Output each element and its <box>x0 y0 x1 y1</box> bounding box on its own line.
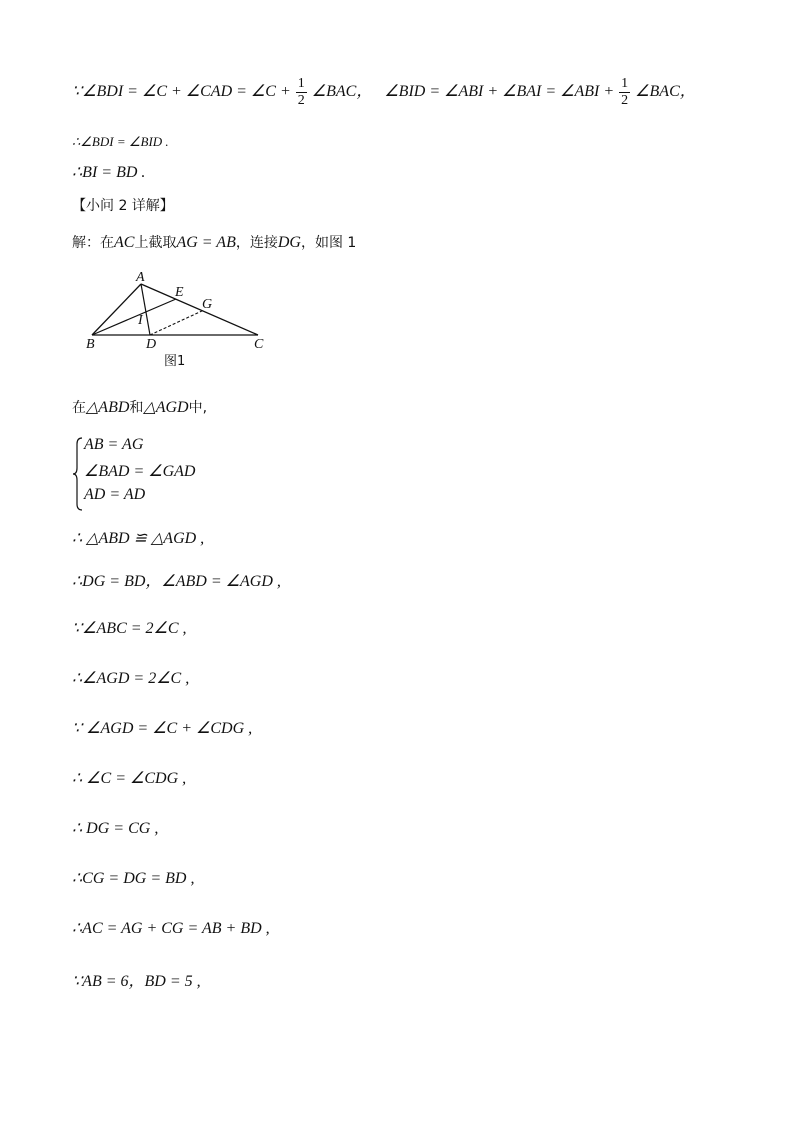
label-b: B <box>86 337 95 352</box>
line-agd-sum: ∵ ∠AGD = ∠C + ∠CDG , <box>72 720 253 737</box>
label-e: E <box>175 285 184 300</box>
line-construction: 解：在AC上截取AG = AB，连接DG，如图 1 <box>72 234 357 251</box>
line-dg-eq-cg: ∴ DG = CG , <box>72 820 159 837</box>
line-congruent: ∴ △ABD ≌ △AGD , <box>72 530 205 547</box>
expr-bdi: ∵∠BDI = ∠C + ∠CAD = ∠C + <box>72 83 291 101</box>
line-dg-eq-bd: ∴DG = BD，∠ABD = ∠AGD , <box>72 573 281 590</box>
label-d: D <box>146 337 157 352</box>
expr-bac-2: ∠BAC， <box>635 83 696 101</box>
fraction-half-2: $\frac{1}{2}$ <box>621 76 629 108</box>
label-c: C <box>254 337 264 352</box>
line-ac-sum: ∴AC = AG + CG = AB + BD , <box>72 920 270 937</box>
expr-bid: ∠BID = ∠ABI + ∠BAI = ∠ABI + <box>384 83 615 101</box>
line-given-values: ∵AB = 6，BD = 5 , <box>72 973 201 990</box>
line-angle-bdi-bid <box>72 76 696 109</box>
figure-caption: 图1 <box>164 354 186 369</box>
line-in-triangles: 在△ABD和△AGD中, <box>72 399 208 416</box>
segment-ac <box>141 284 258 335</box>
label-a: A <box>136 270 145 285</box>
line-agd-2c: ∴∠AGD = 2∠C , <box>72 670 190 687</box>
system-row-1: AB = AG <box>84 436 144 453</box>
line-abc-2c: ∵∠ABC = 2∠C , <box>72 620 187 637</box>
expr-bac: ∠BAC， <box>311 83 373 101</box>
line-cg-dg-bd: ∴CG = DG = BD , <box>72 870 195 887</box>
fraction-half: $\frac{1}{2}$ <box>297 76 305 108</box>
segment-dg-dashed <box>150 310 204 335</box>
section-heading: 【小问 2 详解】 <box>72 198 174 214</box>
segment-be <box>92 299 176 335</box>
line-c-eq-cdg: ∴ ∠C = ∠CDG , <box>72 770 187 787</box>
segment-ab <box>92 284 141 335</box>
line-bi-eq-bd: ∴BI = BD . <box>72 164 146 181</box>
system-row-3: AD = AD <box>84 486 146 503</box>
line-bdi-eq-bid: ∴∠BDI = ∠BID . <box>72 134 169 149</box>
left-brace <box>72 436 84 512</box>
label-i: I <box>138 313 143 328</box>
triangle-figure <box>80 268 280 372</box>
system-row-2: ∠BAD = ∠GAD <box>84 463 196 480</box>
label-g: G <box>202 297 213 312</box>
